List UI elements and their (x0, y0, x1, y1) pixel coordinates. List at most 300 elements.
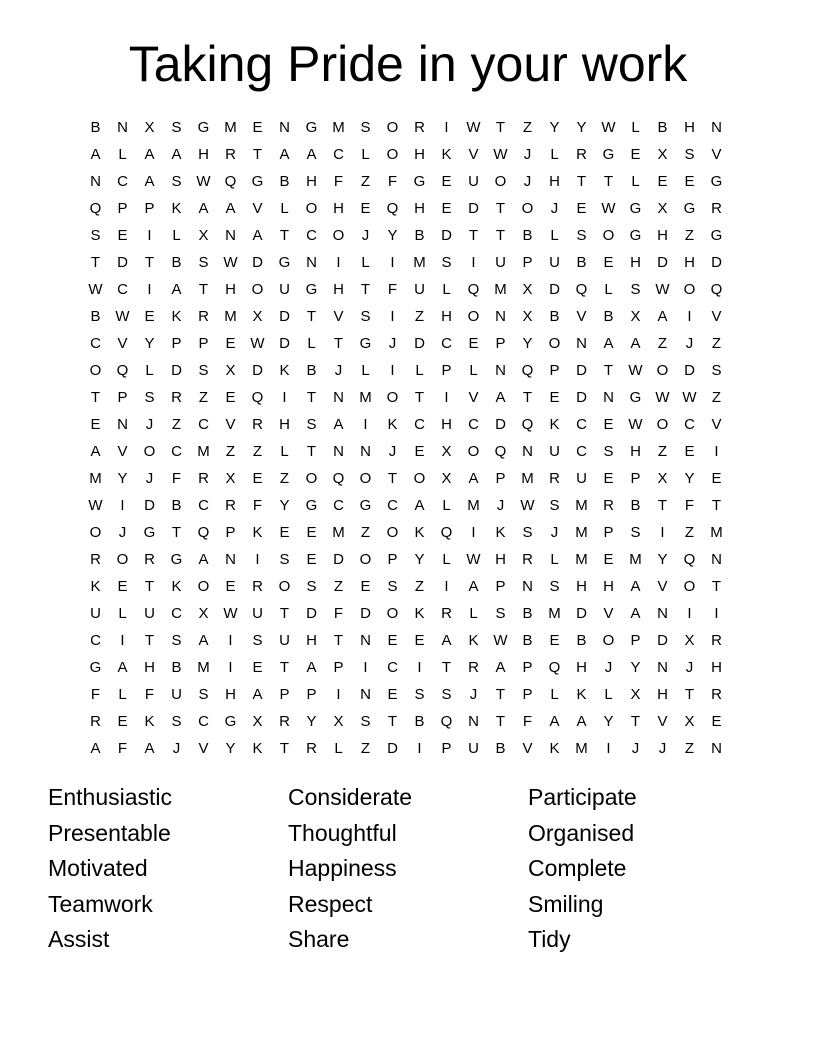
grid-letter[interactable]: Q (494, 442, 507, 460)
grid-letter[interactable]: K (252, 739, 263, 757)
grid-letter[interactable]: P (495, 577, 506, 595)
grid-letter[interactable]: T (603, 172, 614, 190)
grid-letter[interactable]: C (576, 415, 587, 433)
grid-letter[interactable]: P (549, 361, 560, 379)
grid-letter[interactable]: W (628, 415, 643, 433)
grid-letter[interactable]: R (90, 550, 101, 568)
grid-letter[interactable]: A (333, 415, 344, 433)
grid-letter[interactable]: A (468, 577, 479, 595)
grid-letter[interactable]: T (495, 199, 506, 217)
grid-letter[interactable]: E (360, 199, 371, 217)
grid-letter[interactable]: D (171, 361, 182, 379)
grid-letter[interactable]: X (657, 199, 668, 217)
grid-letter[interactable]: G (359, 496, 372, 514)
grid-letter[interactable]: R (144, 550, 155, 568)
grid-letter[interactable]: N (522, 442, 533, 460)
grid-letter[interactable]: D (468, 199, 479, 217)
grid-letter[interactable]: H (576, 658, 587, 676)
grid-letter[interactable]: C (333, 496, 344, 514)
grid-letter[interactable]: K (468, 631, 479, 649)
grid-letter[interactable]: O (467, 307, 480, 325)
grid-letter[interactable]: H (279, 415, 290, 433)
grid-letter[interactable]: V (711, 415, 722, 433)
grid-letter[interactable]: X (225, 469, 236, 487)
grid-letter[interactable]: C (171, 604, 182, 622)
grid-letter[interactable]: C (333, 145, 344, 163)
grid-letter[interactable]: W (250, 334, 265, 352)
grid-letter[interactable]: V (198, 739, 209, 757)
grid-letter[interactable]: N (495, 361, 506, 379)
grid-letter[interactable]: I (228, 658, 233, 676)
grid-letter[interactable]: E (117, 577, 128, 595)
grid-letter[interactable]: I (255, 550, 260, 568)
grid-letter[interactable]: S (306, 415, 317, 433)
grid-letter[interactable]: V (225, 415, 236, 433)
grid-letter[interactable]: V (711, 307, 722, 325)
grid-letter[interactable]: Q (386, 199, 399, 217)
grid-letter[interactable]: Z (414, 577, 425, 595)
grid-letter[interactable]: S (549, 577, 560, 595)
grid-letter[interactable]: E (279, 523, 290, 541)
grid-letter[interactable]: J (145, 469, 154, 487)
grid-letter[interactable]: U (549, 442, 560, 460)
grid-letter[interactable]: Q (521, 415, 534, 433)
grid-letter[interactable]: T (279, 658, 290, 676)
grid-letter[interactable]: E (549, 388, 560, 406)
grid-letter[interactable]: D (657, 253, 668, 271)
grid-letter[interactable]: G (251, 172, 264, 190)
grid-letter[interactable]: L (631, 118, 640, 136)
grid-letter[interactable]: H (657, 685, 668, 703)
grid-letter[interactable]: B (495, 739, 506, 757)
grid-letter[interactable]: C (441, 334, 452, 352)
grid-letter[interactable]: F (144, 685, 155, 703)
grid-letter[interactable]: C (90, 334, 101, 352)
grid-letter[interactable]: P (306, 685, 317, 703)
grid-letter[interactable]: S (360, 712, 371, 730)
grid-letter[interactable]: U (279, 631, 290, 649)
grid-letter[interactable]: T (360, 280, 371, 298)
grid-letter[interactable]: W (655, 280, 670, 298)
grid-letter[interactable]: N (657, 604, 668, 622)
grid-letter[interactable]: O (386, 523, 399, 541)
grid-letter[interactable]: O (386, 118, 399, 136)
grid-letter[interactable]: I (606, 739, 611, 757)
grid-letter[interactable]: S (630, 523, 641, 541)
grid-letter[interactable]: S (279, 550, 290, 568)
grid-letter[interactable]: Y (549, 118, 560, 136)
grid-letter[interactable]: O (521, 199, 534, 217)
grid-letter[interactable]: S (144, 388, 155, 406)
grid-letter[interactable]: C (414, 415, 425, 433)
grid-letter[interactable]: L (361, 253, 370, 271)
grid-letter[interactable]: D (306, 604, 317, 622)
grid-letter[interactable]: S (441, 253, 452, 271)
grid-letter[interactable]: V (117, 442, 128, 460)
grid-letter[interactable]: L (118, 145, 127, 163)
grid-letter[interactable]: Z (252, 442, 263, 460)
grid-letter[interactable]: Z (684, 226, 695, 244)
grid-letter[interactable]: A (630, 577, 641, 595)
grid-letter[interactable]: P (441, 739, 452, 757)
grid-letter[interactable]: J (118, 523, 127, 541)
grid-letter[interactable]: A (414, 496, 425, 514)
grid-letter[interactable]: A (279, 145, 290, 163)
grid-letter[interactable]: X (522, 307, 533, 325)
grid-letter[interactable]: O (494, 172, 507, 190)
grid-letter[interactable]: I (228, 631, 233, 649)
grid-letter[interactable]: B (630, 496, 641, 514)
grid-letter[interactable]: N (117, 415, 128, 433)
grid-letter[interactable]: E (117, 226, 128, 244)
grid-letter[interactable]: A (576, 712, 587, 730)
grid-letter[interactable]: C (198, 415, 209, 433)
grid-letter[interactable]: E (414, 442, 425, 460)
grid-letter[interactable]: N (360, 685, 371, 703)
grid-letter[interactable]: A (198, 631, 209, 649)
grid-letter[interactable]: A (468, 469, 479, 487)
grid-letter[interactable]: Z (657, 442, 668, 460)
grid-letter[interactable]: J (145, 415, 154, 433)
grid-letter[interactable]: C (90, 631, 101, 649)
grid-letter[interactable]: N (90, 172, 101, 190)
grid-letter[interactable]: C (576, 442, 587, 460)
grid-letter[interactable]: T (90, 388, 101, 406)
grid-letter[interactable]: O (386, 388, 399, 406)
grid-letter[interactable]: E (252, 658, 263, 676)
grid-letter[interactable]: K (144, 712, 155, 730)
grid-letter[interactable]: T (306, 307, 317, 325)
grid-letter[interactable]: P (630, 469, 641, 487)
grid-letter[interactable]: T (279, 604, 290, 622)
grid-letter[interactable]: Q (548, 658, 561, 676)
grid-letter[interactable]: Y (630, 658, 641, 676)
grid-letter[interactable]: V (468, 388, 479, 406)
grid-letter[interactable]: R (441, 604, 452, 622)
grid-letter[interactable]: T (144, 253, 155, 271)
grid-letter[interactable]: E (711, 469, 722, 487)
grid-letter[interactable]: L (550, 685, 559, 703)
grid-letter[interactable]: D (333, 550, 344, 568)
grid-letter[interactable]: L (361, 145, 370, 163)
grid-letter[interactable]: N (117, 118, 128, 136)
grid-letter[interactable]: N (711, 739, 722, 757)
grid-letter[interactable]: L (280, 199, 289, 217)
grid-letter[interactable]: Z (333, 577, 344, 595)
grid-letter[interactable]: G (89, 658, 102, 676)
grid-letter[interactable]: R (225, 496, 236, 514)
grid-letter[interactable]: S (198, 253, 209, 271)
grid-letter[interactable]: R (198, 469, 209, 487)
grid-letter[interactable]: P (522, 253, 533, 271)
grid-letter[interactable]: A (144, 739, 155, 757)
grid-letter[interactable]: O (89, 361, 102, 379)
grid-letter[interactable]: B (90, 118, 101, 136)
grid-letter[interactable]: P (144, 199, 155, 217)
grid-letter[interactable]: I (390, 253, 395, 271)
grid-letter[interactable]: I (336, 253, 341, 271)
grid-letter[interactable]: U (549, 253, 560, 271)
grid-letter[interactable]: E (441, 199, 452, 217)
grid-letter[interactable]: I (147, 226, 152, 244)
grid-letter[interactable]: Y (387, 226, 398, 244)
grid-letter[interactable]: X (252, 712, 263, 730)
grid-letter[interactable]: V (522, 739, 533, 757)
grid-letter[interactable]: D (576, 604, 587, 622)
grid-letter[interactable]: J (604, 658, 613, 676)
grid-letter[interactable]: U (171, 685, 182, 703)
grid-letter[interactable]: X (441, 469, 452, 487)
grid-letter[interactable]: T (144, 631, 155, 649)
grid-letter[interactable]: E (441, 172, 452, 190)
grid-letter[interactable]: A (117, 658, 128, 676)
grid-letter[interactable]: D (549, 280, 560, 298)
grid-letter[interactable]: O (548, 334, 561, 352)
grid-letter[interactable]: G (197, 118, 210, 136)
grid-letter[interactable]: G (305, 496, 318, 514)
grid-letter[interactable]: A (495, 658, 506, 676)
grid-letter[interactable]: T (495, 685, 506, 703)
grid-letter[interactable]: S (414, 685, 425, 703)
grid-letter[interactable]: K (441, 145, 452, 163)
grid-letter[interactable]: M (197, 442, 210, 460)
grid-letter[interactable]: S (171, 172, 182, 190)
grid-letter[interactable]: H (630, 253, 641, 271)
grid-letter[interactable]: J (685, 334, 694, 352)
grid-letter[interactable]: X (657, 469, 668, 487)
grid-letter[interactable]: X (198, 604, 209, 622)
grid-letter[interactable]: I (120, 496, 125, 514)
grid-letter[interactable]: B (657, 118, 668, 136)
grid-letter[interactable]: S (387, 577, 398, 595)
grid-letter[interactable]: O (278, 577, 291, 595)
grid-letter[interactable]: L (361, 361, 370, 379)
grid-letter[interactable]: Y (279, 496, 290, 514)
grid-letter[interactable]: U (414, 280, 425, 298)
grid-letter[interactable]: D (684, 361, 695, 379)
grid-letter[interactable]: U (468, 739, 479, 757)
grid-letter[interactable]: B (171, 496, 182, 514)
grid-letter[interactable]: G (278, 253, 291, 271)
grid-letter[interactable]: I (390, 361, 395, 379)
grid-letter[interactable]: A (441, 631, 452, 649)
grid-letter[interactable]: S (576, 226, 587, 244)
grid-letter[interactable]: O (386, 604, 399, 622)
grid-letter[interactable]: Q (683, 550, 696, 568)
grid-letter[interactable]: R (711, 685, 722, 703)
grid-letter[interactable]: I (471, 523, 476, 541)
grid-letter[interactable]: S (252, 631, 263, 649)
grid-letter[interactable]: G (224, 712, 237, 730)
grid-letter[interactable]: T (171, 523, 182, 541)
grid-letter[interactable]: O (386, 145, 399, 163)
grid-letter[interactable]: E (468, 334, 479, 352)
grid-letter[interactable]: V (576, 307, 587, 325)
grid-letter[interactable]: F (117, 739, 128, 757)
grid-letter[interactable]: Q (251, 388, 264, 406)
grid-letter[interactable]: M (575, 739, 588, 757)
grid-letter[interactable]: Z (711, 334, 722, 352)
grid-letter[interactable]: N (225, 550, 236, 568)
grid-letter[interactable]: W (601, 118, 616, 136)
grid-letter[interactable]: D (279, 334, 290, 352)
grid-letter[interactable]: U (495, 253, 506, 271)
grid-letter[interactable]: C (117, 172, 128, 190)
grid-letter[interactable]: H (306, 172, 317, 190)
grid-letter[interactable]: E (225, 577, 236, 595)
grid-letter[interactable]: O (332, 226, 345, 244)
grid-letter[interactable]: R (252, 577, 263, 595)
grid-letter[interactable]: T (306, 388, 317, 406)
grid-letter[interactable]: J (658, 739, 667, 757)
grid-letter[interactable]: B (576, 253, 587, 271)
grid-letter[interactable]: G (710, 226, 723, 244)
grid-letter[interactable]: O (413, 469, 426, 487)
grid-letter[interactable]: Z (522, 118, 533, 136)
grid-letter[interactable]: A (495, 388, 506, 406)
grid-letter[interactable]: K (171, 199, 182, 217)
grid-letter[interactable]: C (387, 658, 398, 676)
grid-letter[interactable]: G (629, 199, 642, 217)
grid-letter[interactable]: J (550, 199, 559, 217)
grid-letter[interactable]: O (251, 280, 264, 298)
grid-letter[interactable]: O (602, 226, 615, 244)
grid-letter[interactable]: D (252, 361, 263, 379)
grid-letter[interactable]: H (333, 199, 344, 217)
grid-letter[interactable]: Z (360, 523, 371, 541)
grid-letter[interactable]: R (468, 658, 479, 676)
grid-letter[interactable]: R (306, 739, 317, 757)
grid-letter[interactable]: A (144, 145, 155, 163)
grid-letter[interactable]: X (522, 280, 533, 298)
grid-letter[interactable]: W (601, 199, 616, 217)
grid-letter[interactable]: E (387, 631, 398, 649)
grid-letter[interactable]: F (90, 685, 101, 703)
grid-letter[interactable]: T (468, 226, 479, 244)
grid-letter[interactable]: R (603, 496, 614, 514)
grid-letter[interactable]: Y (684, 469, 695, 487)
grid-letter[interactable]: S (522, 523, 533, 541)
grid-letter[interactable]: W (88, 280, 103, 298)
grid-letter[interactable]: V (603, 604, 614, 622)
grid-letter[interactable]: E (387, 685, 398, 703)
grid-letter[interactable]: Q (224, 172, 237, 190)
grid-letter[interactable]: E (306, 523, 317, 541)
grid-letter[interactable]: X (198, 226, 209, 244)
grid-letter[interactable]: R (225, 145, 236, 163)
grid-letter[interactable]: K (414, 523, 425, 541)
grid-letter[interactable]: U (144, 604, 155, 622)
grid-letter[interactable]: Z (684, 739, 695, 757)
grid-letter[interactable]: C (198, 712, 209, 730)
grid-letter[interactable]: N (468, 712, 479, 730)
grid-letter[interactable]: M (575, 523, 588, 541)
grid-letter[interactable]: A (90, 739, 101, 757)
grid-letter[interactable]: H (684, 253, 695, 271)
grid-letter[interactable]: I (687, 604, 692, 622)
grid-letter[interactable]: H (306, 631, 317, 649)
grid-letter[interactable]: B (576, 631, 587, 649)
grid-letter[interactable]: H (711, 658, 722, 676)
grid-letter[interactable]: T (90, 253, 101, 271)
grid-letter[interactable]: W (655, 388, 670, 406)
grid-letter[interactable]: T (306, 442, 317, 460)
grid-letter[interactable]: C (198, 496, 209, 514)
grid-letter[interactable]: P (495, 469, 506, 487)
grid-letter[interactable]: D (117, 253, 128, 271)
grid-letter[interactable]: N (522, 577, 533, 595)
grid-letter[interactable]: O (359, 469, 372, 487)
grid-letter[interactable]: G (305, 118, 318, 136)
grid-letter[interactable]: E (90, 415, 101, 433)
grid-letter[interactable]: E (117, 712, 128, 730)
grid-letter[interactable]: W (493, 631, 508, 649)
grid-letter[interactable]: D (279, 307, 290, 325)
grid-letter[interactable]: C (306, 226, 317, 244)
grid-letter[interactable]: G (413, 172, 426, 190)
grid-letter[interactable]: O (359, 550, 372, 568)
grid-letter[interactable]: Z (198, 388, 209, 406)
grid-letter[interactable]: E (684, 442, 695, 460)
grid-letter[interactable]: V (468, 145, 479, 163)
grid-letter[interactable]: X (657, 145, 668, 163)
grid-letter[interactable]: E (414, 631, 425, 649)
grid-letter[interactable]: Z (225, 442, 236, 460)
grid-letter[interactable]: W (682, 388, 697, 406)
grid-letter[interactable]: R (414, 118, 425, 136)
grid-letter[interactable]: I (282, 388, 287, 406)
grid-letter[interactable]: T (387, 469, 398, 487)
grid-letter[interactable]: X (630, 685, 641, 703)
grid-letter[interactable]: J (361, 226, 370, 244)
grid-letter[interactable]: Y (225, 739, 236, 757)
grid-letter[interactable]: E (684, 172, 695, 190)
grid-letter[interactable]: V (657, 712, 668, 730)
grid-letter[interactable]: F (333, 172, 344, 190)
grid-letter[interactable]: Z (414, 307, 425, 325)
grid-letter[interactable]: A (90, 145, 101, 163)
grid-letter[interactable]: Y (144, 334, 155, 352)
grid-letter[interactable]: J (631, 739, 640, 757)
grid-letter[interactable]: X (252, 307, 263, 325)
grid-letter[interactable]: T (603, 361, 614, 379)
grid-letter[interactable]: J (388, 334, 397, 352)
grid-letter[interactable]: V (117, 334, 128, 352)
grid-letter[interactable]: C (468, 415, 479, 433)
grid-letter[interactable]: R (198, 307, 209, 325)
grid-letter[interactable]: E (252, 469, 263, 487)
grid-letter[interactable]: Q (521, 361, 534, 379)
grid-letter[interactable]: J (469, 685, 478, 703)
grid-letter[interactable]: X (441, 442, 452, 460)
grid-letter[interactable]: S (306, 577, 317, 595)
grid-letter[interactable]: S (711, 361, 722, 379)
grid-letter[interactable]: Z (711, 388, 722, 406)
grid-letter[interactable]: T (333, 334, 344, 352)
grid-letter[interactable]: C (117, 280, 128, 298)
grid-letter[interactable]: I (120, 631, 125, 649)
grid-letter[interactable]: W (88, 496, 103, 514)
grid-letter[interactable]: I (390, 307, 395, 325)
grid-letter[interactable]: L (631, 172, 640, 190)
grid-letter[interactable]: K (549, 415, 560, 433)
grid-letter[interactable]: O (89, 523, 102, 541)
grid-letter[interactable]: E (711, 712, 722, 730)
grid-letter[interactable]: I (444, 577, 449, 595)
grid-letter[interactable]: F (171, 469, 182, 487)
grid-letter[interactable]: J (496, 496, 505, 514)
grid-letter[interactable]: U (468, 172, 479, 190)
